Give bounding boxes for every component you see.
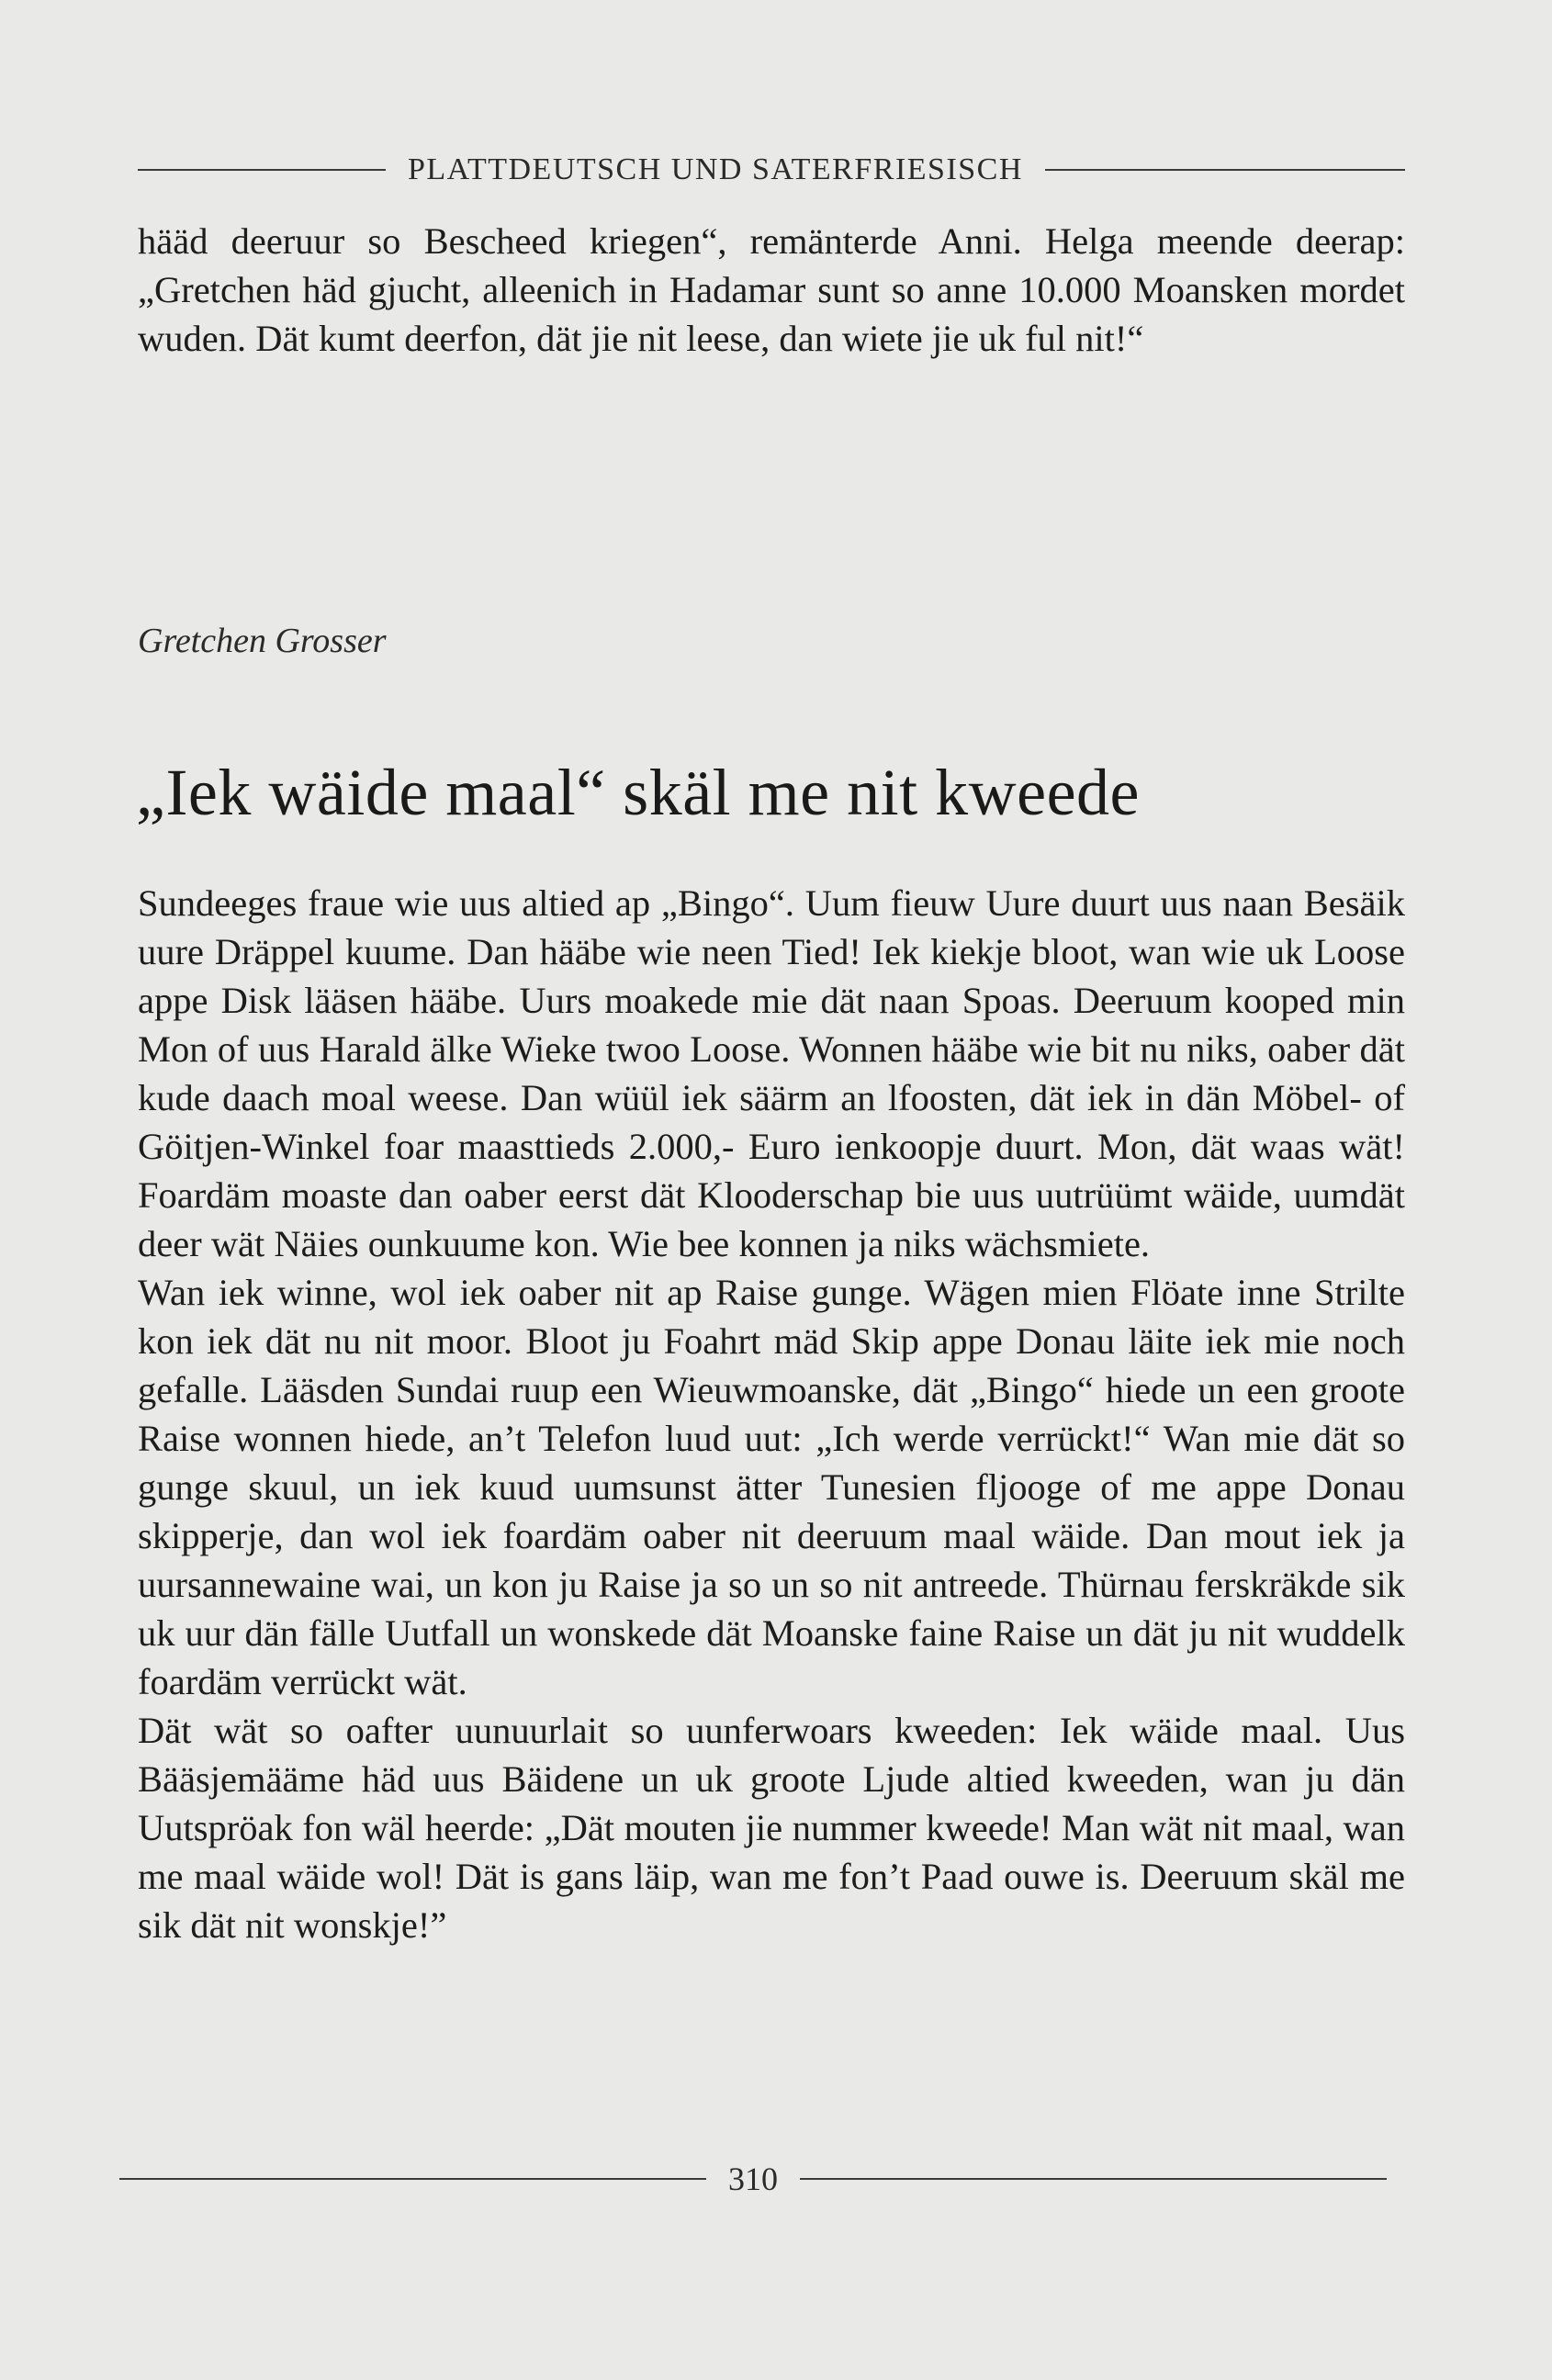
article-body bbox=[138, 879, 1405, 1949]
running-head-title: PLATTDEUTSCH UND SATERFRIESISCH bbox=[408, 152, 1023, 186]
running-head bbox=[138, 152, 1405, 187]
body-paragraph: Wan iek winne, wol iek oaber nit ap Raise gunge. Wägen mien Flöate inne Strilte kon iek dät nu nit moor. Bloot ju Foahrt mäd Skip appe Donau läite iek mie noch gefalle. Lääsden Sundai ruup een Wieuwmoanske, dät „Bingo“ hiede un een groote Raise wonnen hiede, an’t Telefon luud uut: „Ich werde verrückt!“ Wan mie dät so gunge skuul, un iek kuud uumsunst ätter Tunesien fljooge of me appe Donau skipperje, dan wol iek foardäm oaber nit deeruum maal wäide. Dan mout iek ja uursannewaine wai, un kon ju Raise ja so un so nit antreede. Thürnau ferskräkde sik uk uur dän fälle Uutfall un wonskede dät Moanske faine Raise un dät ju nit wuddelk foardäm verrückt wät. bbox=[138, 1272, 1405, 1702]
intro-text: hääd deeruur so Bescheed kriegen“, remänterde Anni. Helga meende deerap: „Gretchen häd gjucht, alleenich in Hadamar sunt so anne 10.000 Moansken mordet wuden. Dät kumt deerfon, dät jie nit leese, dan wiete jie uk ful nit!“ bbox=[138, 220, 1405, 359]
footer-rule-left bbox=[119, 2178, 706, 2180]
footer-rule-right bbox=[800, 2178, 1387, 2180]
header-rule-left bbox=[138, 169, 386, 171]
body-paragraph: Sundeeges fraue wie uus altied ap „Bingo“. Uum fieuw Uure duurt uus naan Besäik uure Dräppel kuume. Dan hääbe wie neen Tied! Iek kiekje bloot, wan wie uk Loose appe Disk lääsen hääbe. Uurs moakede mie dät naan Spoas. Deeruum kooped min Mon of uus Harald älke Wieke twoo Loose. Wonnen hääbe wie bit nu niks, oaber dät kude daach moal weese. Dan wüül iek säärm an lfoosten, dät iek in dän Möbel- of Göitjen-Winkel foar maasttieds 2.000,- Euro ienkoopje duurt. Mon, dät waas wät! Foardäm moaste dan oaber eerst dät Klooderschap bie uus uutrüümt wäide, uumdät deer wät Näies ounkuume kon. Wie bee konnen ja niks wächsmiete. bbox=[138, 882, 1405, 1264]
header-rule-right bbox=[1045, 169, 1405, 171]
article-author: Gretchen Grosser bbox=[138, 622, 387, 660]
intro-paragraph bbox=[138, 217, 1405, 363]
body-paragraph: Dät wät so oafter uunuurlait so uunferwoars kweeden: Iek wäide maal. Uus Bääsjemääme häd uus Bäidene un uk groote Ljude altied kweeden, wan ju dän Uutspröak fon wäl heerde: „Dät mouten jie nummer kweede! Man wät nit maal, wan me maal wäide wol! Dät is gans läip, wan me fon’t Paad ouwe is. Deeruum skäl me sik dät nit wonskje!” bbox=[138, 1710, 1405, 1946]
article-title: „Iek wäide maal“ skäl me nit kweede bbox=[136, 756, 1140, 829]
page-footer bbox=[119, 2160, 1387, 2198]
page-number: 310 bbox=[728, 2161, 778, 2197]
